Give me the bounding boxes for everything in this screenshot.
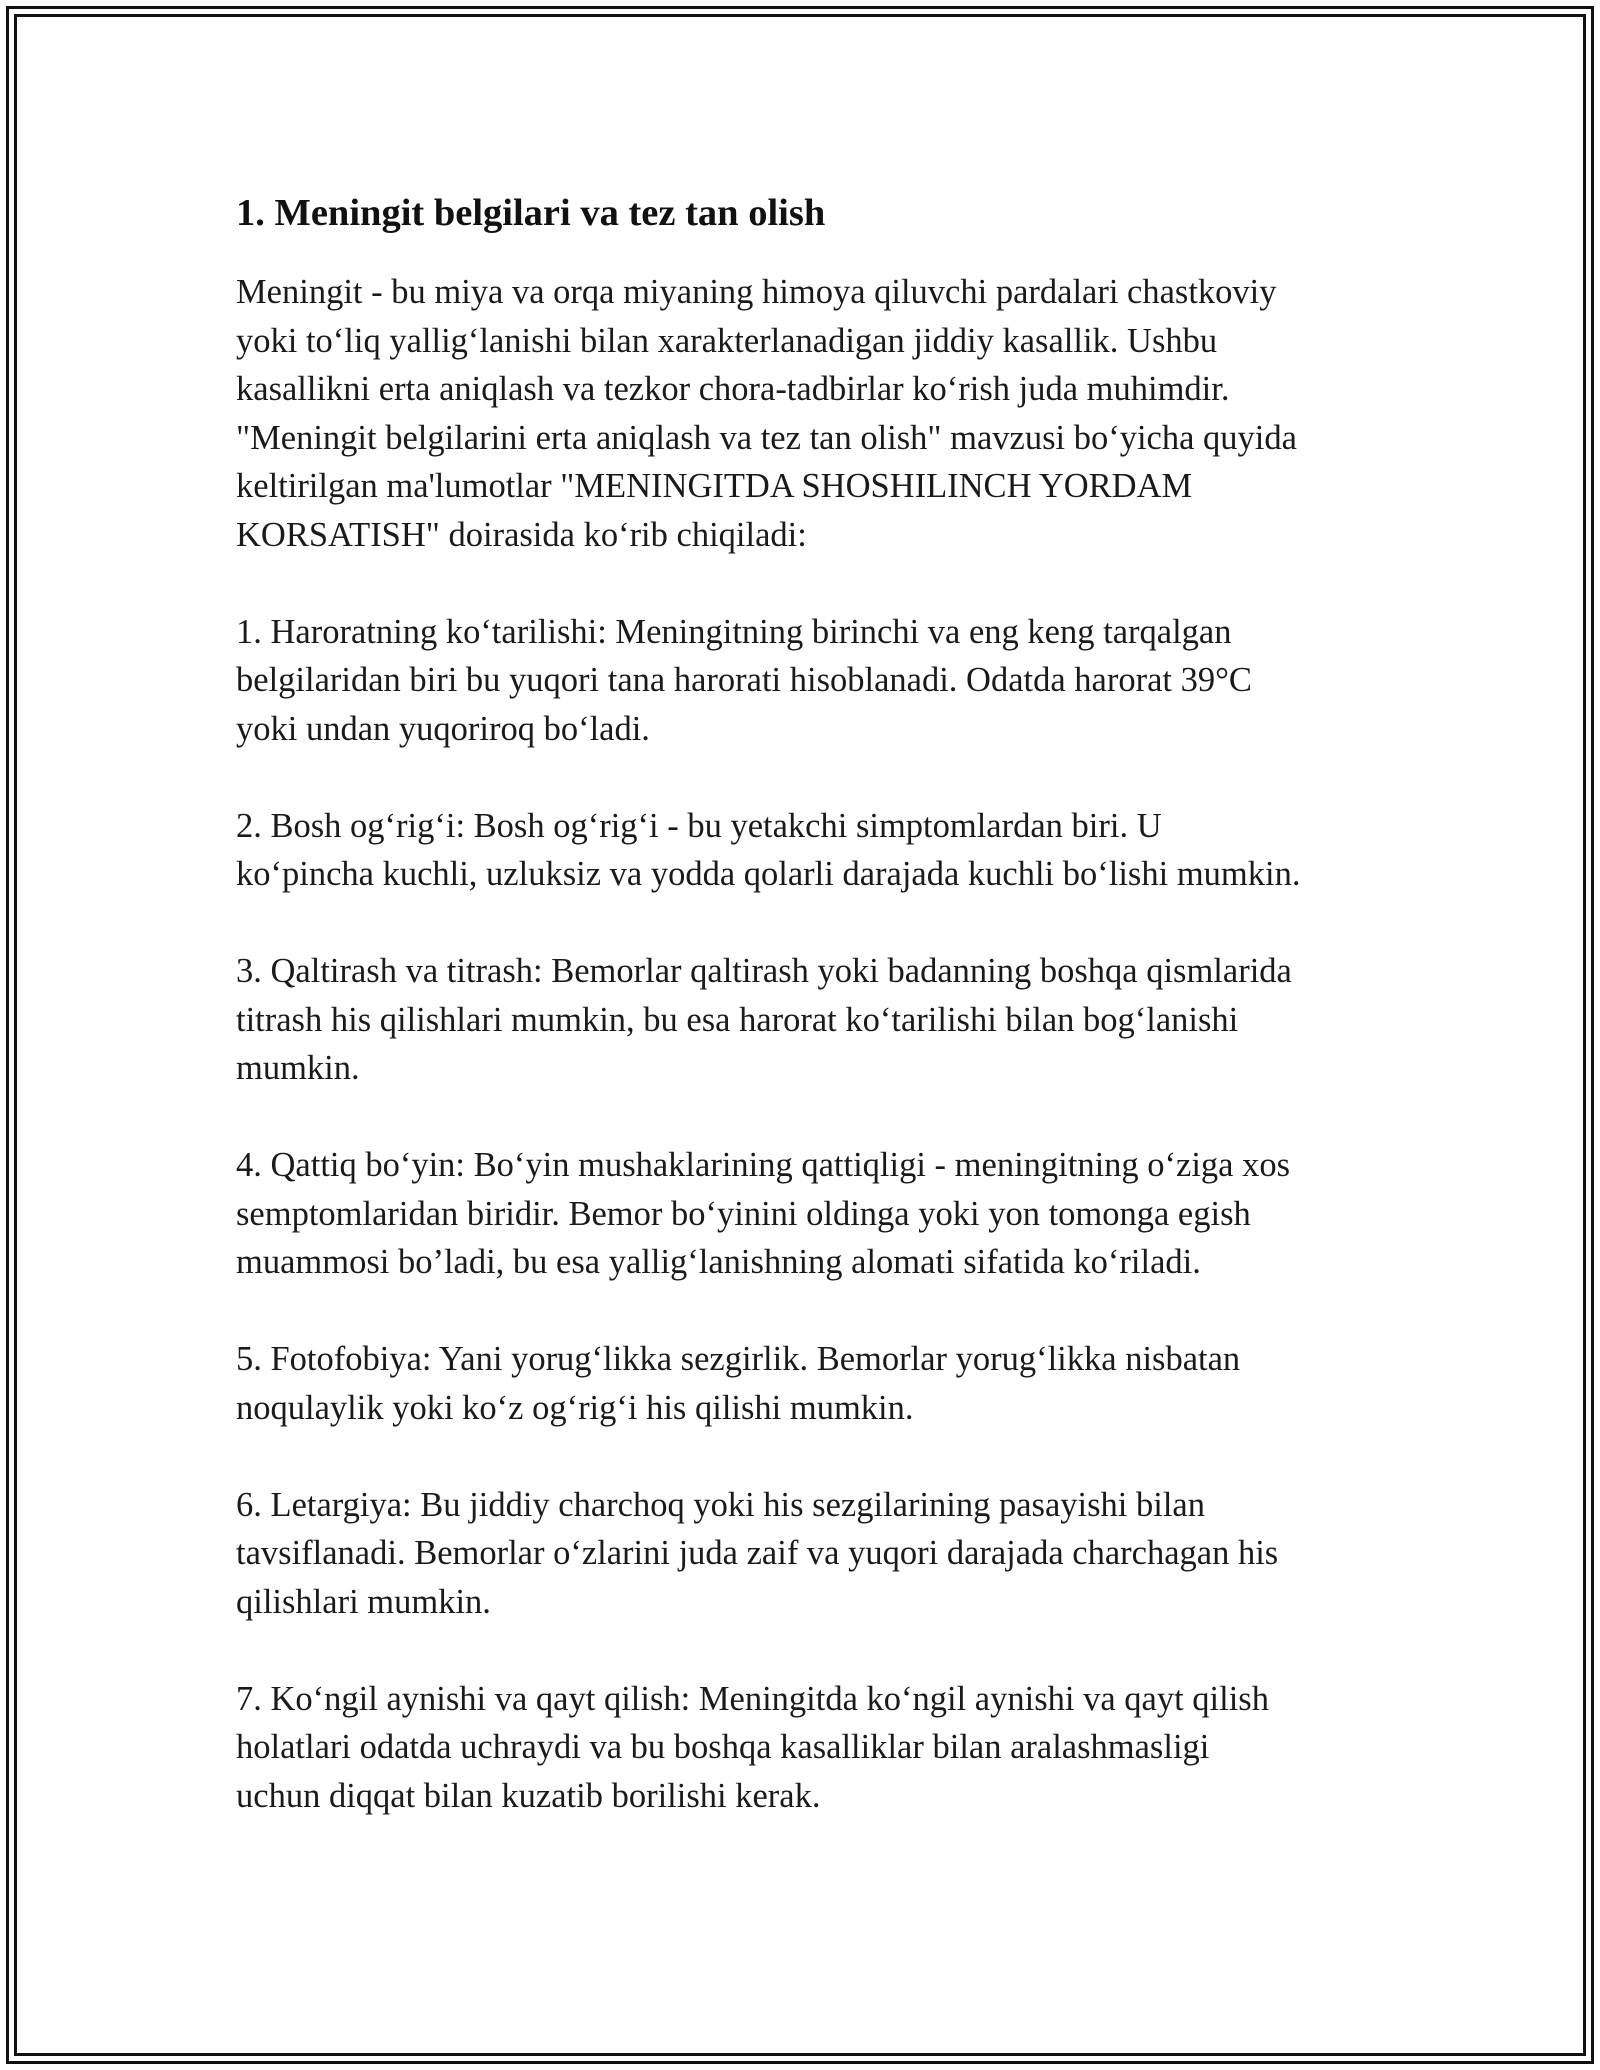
text-line: KORSATISH" doirasida ko‘rib chiqiladi: — [236, 515, 807, 554]
text-line: keltirilgan ma'lumotlar "MENINGITDA SHOSHILINCH YORDAM — [236, 467, 1193, 505]
text-line: 7. Ko‘ngil aynishi va qayt qilish: Meningitda ko‘ngil aynishi va qayt qilish — [236, 1679, 1269, 1718]
text-line: belgilaridan biri bu yuqori tana harorati hisoblanadi. Odatda harorat 39°C — [236, 661, 1252, 699]
text-line: Meningit - bu miya va orqa miyaning himoya qiluvchi pardalari chastkoviy — [236, 273, 1277, 311]
text-line: yoki to‘liq yallig‘lanishi bilan xarakterlanadigan jiddiy kasallik. Ushbu — [236, 321, 1218, 360]
text-line: "Meningit belgilarini erta aniqlash va tez tan olish" mavzusi bo‘yicha quyida — [236, 418, 1297, 457]
text-line: 3. Qaltirash va titrash: Bemorlar qaltirash yoki badanning boshqa qismlarida — [236, 952, 1292, 990]
document-body — [236, 186, 1366, 1869]
paragraph-item-1 — [236, 608, 1366, 754]
paragraph-item-7 — [236, 1675, 1366, 1821]
text-line: 4. Qattiq bo‘yin: Bo‘yin mushaklarining qattiqligi - meningitning o‘ziga xos — [236, 1146, 1291, 1184]
text-line: semptomlaridan biridir. Bemor bo‘yinini oldinga yoki yon tomonga egish — [236, 1194, 1251, 1233]
text-line: tavsiflanadi. Bemorlar o‘zlarini juda zaif va yuqori darajada charchagan his — [236, 1534, 1279, 1572]
text-line: kasallikni erta aniqlash va tezkor chora-tadbirlar ko‘rish juda muhimdir. — [236, 370, 1230, 408]
text-line: uchun diqqat bilan kuzatib borilishi kerak. — [236, 1776, 821, 1815]
text-line: titrash his qilishlari mumkin, bu esa harorat ko‘tarilishi bilan bog‘lanishi — [236, 1000, 1239, 1039]
paragraph-item-6 — [236, 1481, 1366, 1627]
text-line: muammosi bo’ladi, bu esa yallig‘lanishning alomati sifatida ko‘riladi. — [236, 1243, 1201, 1281]
paragraph-item-4 — [236, 1141, 1366, 1287]
text-line: 6. Letargiya: Bu jiddiy charchoq yoki his sezgilarining pasayishi bilan — [236, 1485, 1205, 1524]
text-line: ko‘pincha kuchli, uzluksiz va yodda qolarli darajada kuchli bo‘lishi mumkin. — [236, 855, 1301, 893]
text-line: noqulaylik yoki ko‘z og‘rig‘i his qilishi mumkin. — [236, 1388, 914, 1427]
text-line: 1. Haroratning ko‘tarilishi: Meningitning birinchi va eng keng tarqalgan — [236, 612, 1232, 651]
text-line: 5. Fotofobiya: Yani yorug‘likka sezgirlik. Bemorlar yorug‘likka nisbatan — [236, 1340, 1241, 1378]
document-heading: 1. Meningit belgilari va tez tan olish — [236, 192, 826, 234]
text-line: holatlari odatda uchraydi va bu boshqa kasalliklar bilan aralashmasligi — [236, 1728, 1210, 1766]
paragraph-item-5 — [236, 1335, 1366, 1432]
paragraph-item-3 — [236, 947, 1366, 1093]
text-line: yoki undan yuqoriroq bo‘ladi. — [236, 709, 650, 748]
text-line: qilishlari mumkin. — [236, 1582, 491, 1621]
text-line: 2. Bosh og‘rig‘i: Bosh og‘rig‘i - bu yetakchi simptomlardan biri. U — [236, 806, 1162, 845]
text-line: mumkin. — [236, 1049, 360, 1087]
paragraph-item-2 — [236, 802, 1366, 899]
paragraph-intro — [236, 268, 1366, 559]
